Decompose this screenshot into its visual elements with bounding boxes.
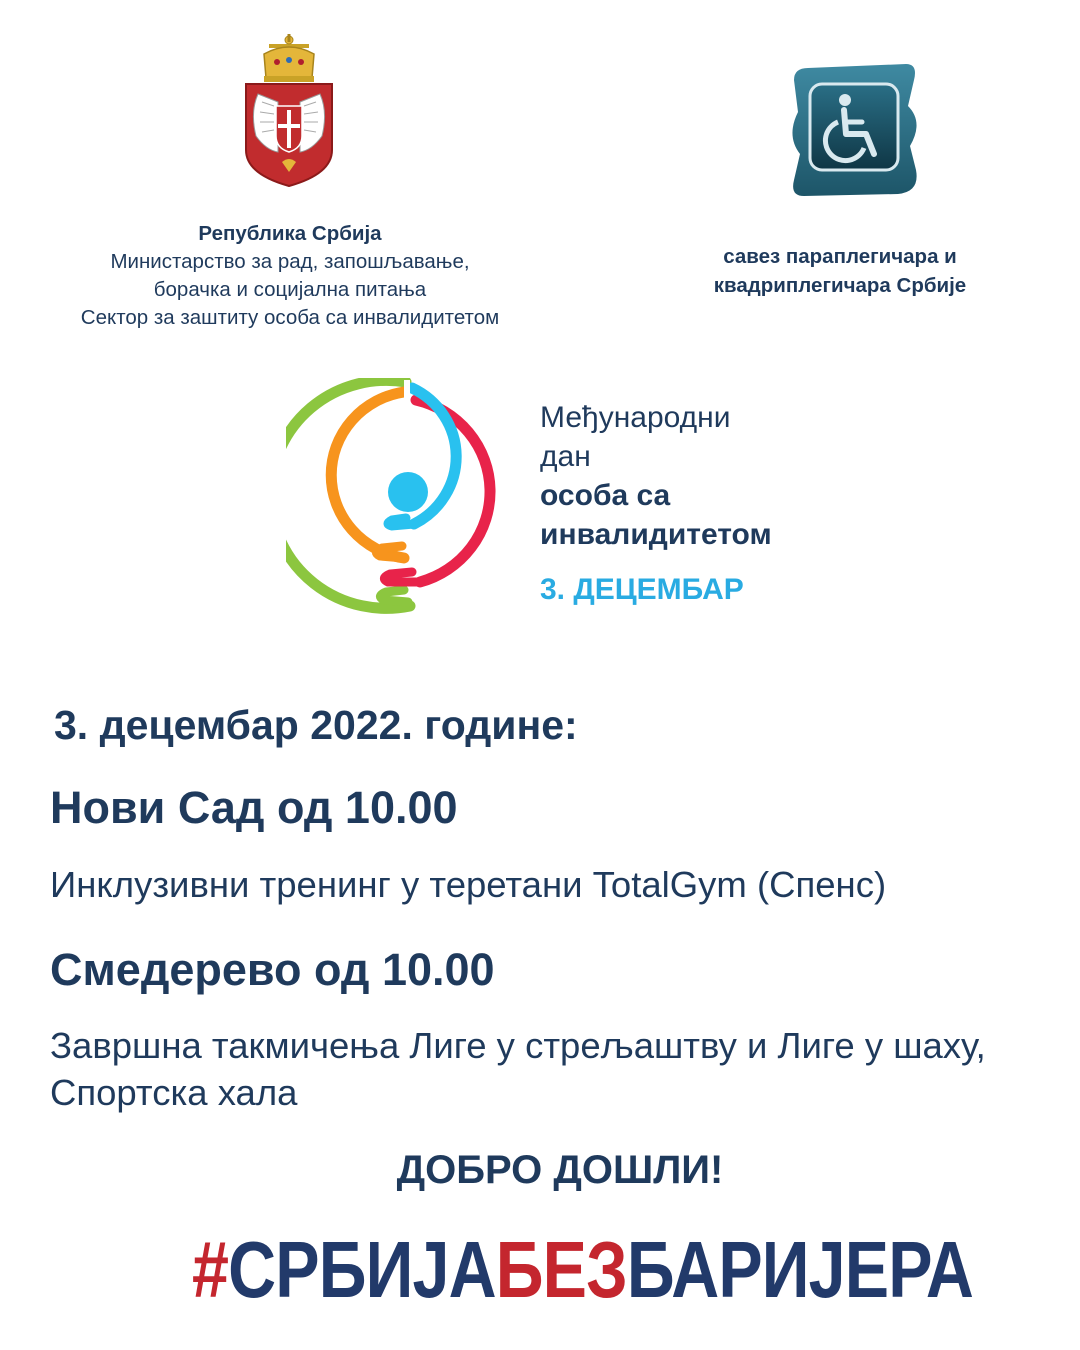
- hashtag-part-without: БЕЗ: [495, 1225, 627, 1314]
- welcome-text: ДОБРО ДОШЛИ!: [396, 1148, 724, 1192]
- event-date: 3. децембар 2022. године:: [54, 702, 578, 748]
- event-description-novi-sad: Инклузивни тренинг у теретани TotalGym (Спенс): [50, 864, 887, 905]
- hashtag-part-serbia: СРБИЈА: [228, 1225, 496, 1314]
- serbian-coat-of-arms-icon: [240, 32, 338, 188]
- event-description-smederevo: Завршна такмичења Лиге у стрељаштву и Лиге у шаху, Спортска хала: [50, 1025, 986, 1113]
- union-name-line2: квадриплегичара Србије: [713, 274, 967, 297]
- union-text-block: [660, 242, 1020, 300]
- ministry-country: Република Србија: [198, 222, 382, 245]
- hashtag: [99, 1224, 1066, 1316]
- day-of-disability-logo: [286, 378, 520, 618]
- day-date: 3. ДЕЦЕМБАР: [540, 573, 744, 606]
- ministry-text-block: [40, 220, 540, 332]
- hashtag-part-barriers: БАРИЈЕРА: [626, 1225, 973, 1314]
- wheelchair-icon: [784, 62, 924, 198]
- event-city-smederevo: Смедерево од 10.00: [50, 944, 495, 995]
- event-city-novi-sad: Нови Сад од 10.00: [50, 782, 458, 833]
- day-of-disability-title: [540, 398, 840, 609]
- day-title-line1: Међународни: [540, 401, 731, 434]
- day-title-line2: дан: [540, 440, 591, 473]
- day-title-line3: особа са: [540, 479, 671, 512]
- hashtag-symbol: #: [192, 1225, 229, 1314]
- union-name-line1: савез параплегичара и: [723, 245, 957, 268]
- ministry-sector: Сектор за заштиту особа са инвалидитетом: [80, 306, 500, 329]
- ministry-name-line2: борачка и социјална питања: [153, 278, 427, 301]
- ministry-name-line1: Министарство за рад, запошљавање,: [110, 250, 470, 273]
- day-title-line4: инвалидитетом: [540, 518, 772, 551]
